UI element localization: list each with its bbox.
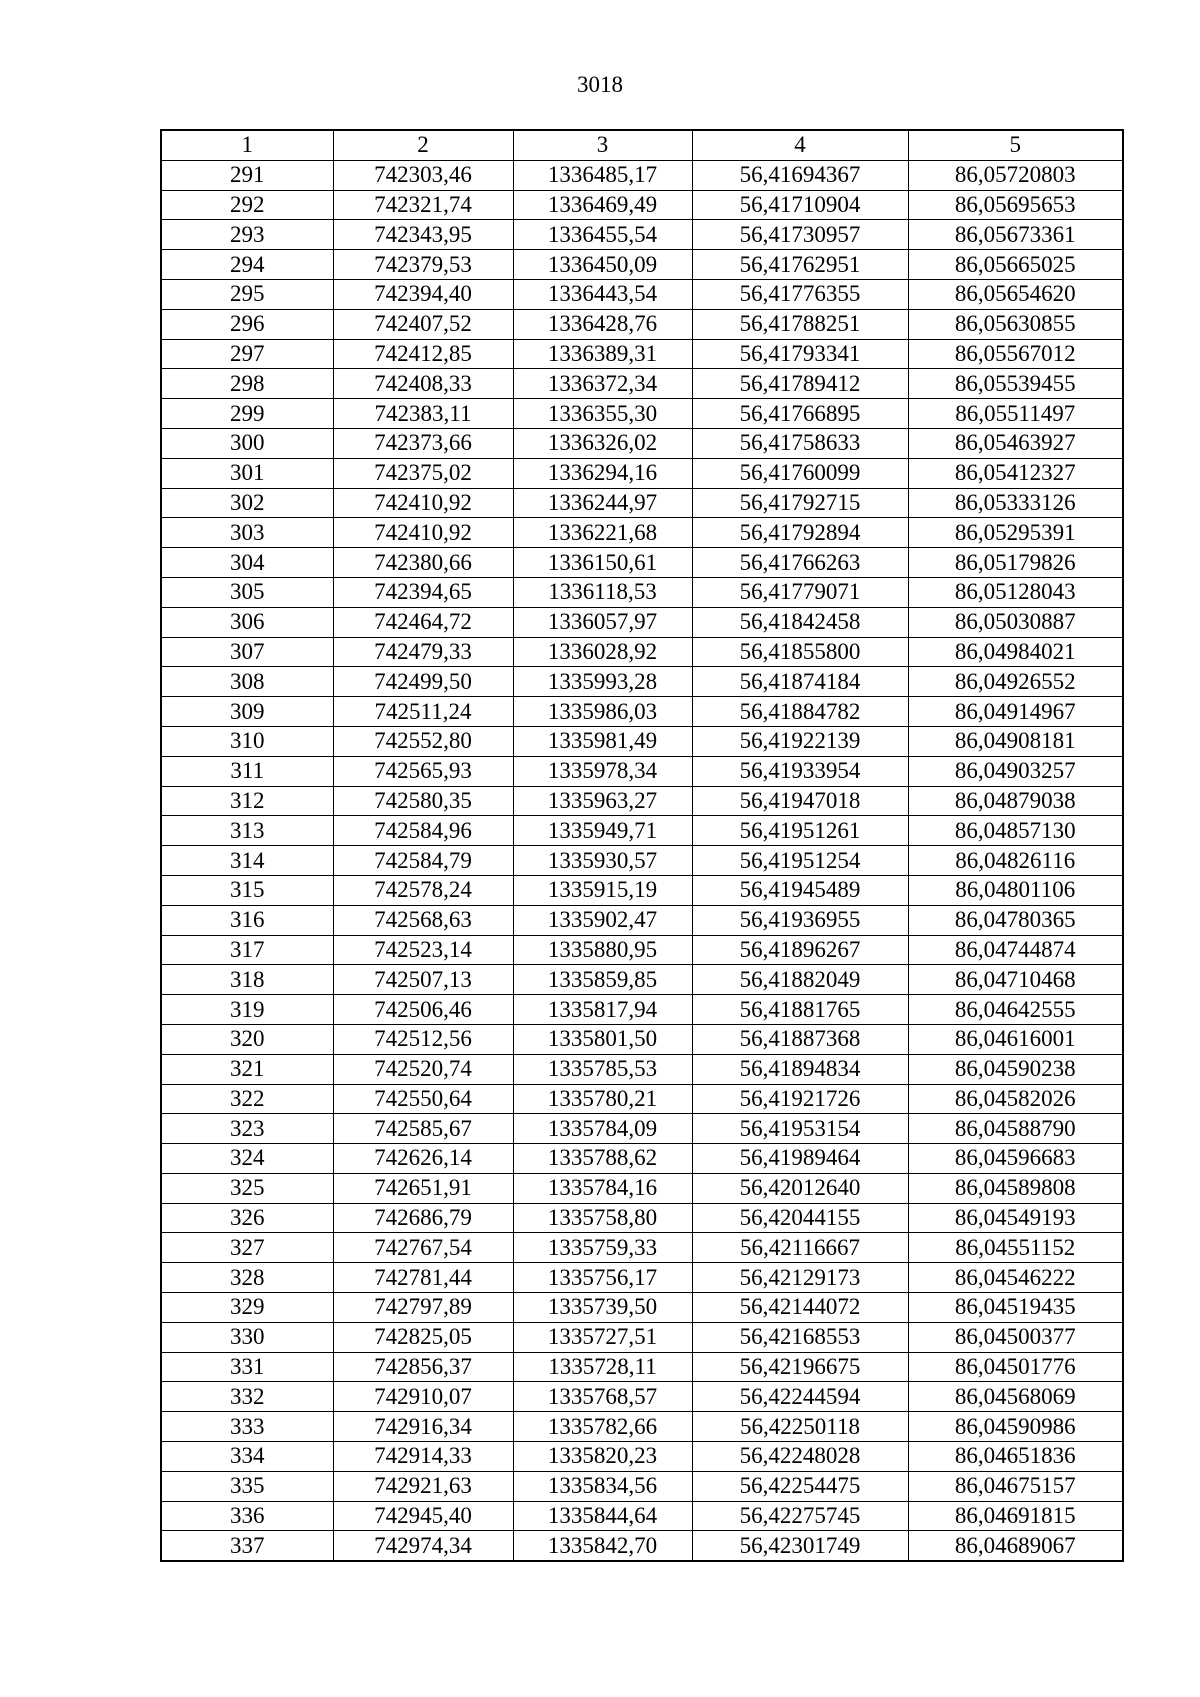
table-cell-col-4: 56,41894834	[692, 1054, 908, 1084]
table-cell-col-5: 86,05673361	[908, 220, 1123, 250]
table-cell-col-4: 56,42275745	[692, 1501, 908, 1531]
table-cell-col-1: 319	[161, 995, 333, 1025]
table-cell-col-1: 318	[161, 965, 333, 995]
table-cell-col-2: 742578,24	[333, 875, 513, 905]
table-cell-col-2: 742686,79	[333, 1203, 513, 1233]
table-row	[161, 607, 1123, 637]
table-cell-col-3: 1336355,30	[513, 399, 692, 429]
table-cell-col-2: 742856,37	[333, 1352, 513, 1382]
table-cell-col-1: 302	[161, 488, 333, 518]
table-cell-col-2: 742375,02	[333, 458, 513, 488]
table-body	[161, 160, 1123, 1561]
table-cell-col-1: 309	[161, 697, 333, 727]
table-cell-col-5: 86,04675157	[908, 1471, 1123, 1501]
table-row	[161, 1501, 1123, 1531]
table-cell-col-1: 322	[161, 1084, 333, 1114]
table-cell-col-3: 1336028,92	[513, 637, 692, 667]
table-cell-col-5: 86,04582026	[908, 1084, 1123, 1114]
table-cell-col-2: 742321,74	[333, 190, 513, 220]
table-cell-col-4: 56,41776355	[692, 279, 908, 309]
table-row	[161, 875, 1123, 905]
table-cell-col-2: 742580,35	[333, 786, 513, 816]
table-row	[161, 369, 1123, 399]
table-cell-col-5: 86,05720803	[908, 160, 1123, 190]
table-cell-col-2: 742412,85	[333, 339, 513, 369]
table-cell-col-5: 86,05295391	[908, 518, 1123, 548]
table-cell-col-3: 1336294,16	[513, 458, 692, 488]
table-cell-col-5: 86,05654620	[908, 279, 1123, 309]
table-cell-col-4: 56,42244594	[692, 1382, 908, 1412]
table-cell-col-4: 56,42129173	[692, 1263, 908, 1293]
table-row	[161, 756, 1123, 786]
table-cell-col-4: 56,42301749	[692, 1531, 908, 1561]
table-cell-col-5: 86,04590986	[908, 1412, 1123, 1442]
table-cell-col-3: 1335785,53	[513, 1054, 692, 1084]
table-cell-col-5: 86,04826116	[908, 846, 1123, 876]
column-header-4: 4	[692, 130, 908, 160]
table-cell-col-3: 1335727,51	[513, 1322, 692, 1352]
table-cell-col-2: 742626,14	[333, 1144, 513, 1174]
table-row	[161, 1442, 1123, 1472]
table-cell-col-5: 86,04914967	[908, 697, 1123, 727]
table-row	[161, 697, 1123, 727]
table-cell-col-4: 56,41792715	[692, 488, 908, 518]
table-row	[161, 726, 1123, 756]
table-cell-col-3: 1336150,61	[513, 548, 692, 578]
table-cell-col-3: 1336118,53	[513, 577, 692, 607]
table-cell-col-4: 56,41842458	[692, 607, 908, 637]
table-row	[161, 518, 1123, 548]
table-cell-col-3: 1336326,02	[513, 428, 692, 458]
table-cell-col-5: 86,05567012	[908, 339, 1123, 369]
table-cell-col-1: 299	[161, 399, 333, 429]
table-cell-col-2: 742565,93	[333, 756, 513, 786]
table-cell-col-4: 56,41881765	[692, 995, 908, 1025]
table-cell-col-2: 742568,63	[333, 905, 513, 935]
table-row	[161, 846, 1123, 876]
table-cell-col-1: 301	[161, 458, 333, 488]
table-cell-col-2: 742410,92	[333, 488, 513, 518]
table-cell-col-5: 86,04926552	[908, 667, 1123, 697]
table-cell-col-1: 312	[161, 786, 333, 816]
table-cell-col-5: 86,04589808	[908, 1173, 1123, 1203]
column-header-2: 2	[333, 130, 513, 160]
table-cell-col-3: 1335756,17	[513, 1263, 692, 1293]
table-cell-col-3: 1335788,62	[513, 1144, 692, 1174]
table-cell-col-1: 294	[161, 250, 333, 280]
table-row	[161, 190, 1123, 220]
table-row	[161, 577, 1123, 607]
table-row	[161, 1531, 1123, 1561]
table-cell-col-3: 1336221,68	[513, 518, 692, 548]
table-cell-col-2: 742343,95	[333, 220, 513, 250]
table-cell-col-1: 295	[161, 279, 333, 309]
table-cell-col-4: 56,41896267	[692, 935, 908, 965]
table-cell-col-5: 86,05630855	[908, 309, 1123, 339]
table-cell-col-2: 742407,52	[333, 309, 513, 339]
table-cell-col-3: 1335902,47	[513, 905, 692, 935]
table-cell-col-4: 56,41947018	[692, 786, 908, 816]
table-cell-col-1: 323	[161, 1114, 333, 1144]
table-cell-col-3: 1335820,23	[513, 1442, 692, 1472]
table-cell-col-3: 1335993,28	[513, 667, 692, 697]
table-cell-col-1: 304	[161, 548, 333, 578]
table-cell-col-4: 56,42250118	[692, 1412, 908, 1442]
table-cell-col-2: 742303,46	[333, 160, 513, 190]
table-cell-col-1: 298	[161, 369, 333, 399]
table-cell-col-4: 56,41855800	[692, 637, 908, 667]
table-cell-col-1: 334	[161, 1442, 333, 1472]
table-cell-col-3: 1335758,80	[513, 1203, 692, 1233]
table-cell-col-1: 293	[161, 220, 333, 250]
table-cell-col-3: 1335842,70	[513, 1531, 692, 1561]
table-row	[161, 1144, 1123, 1174]
table-cell-col-1: 305	[161, 577, 333, 607]
column-header-5: 5	[908, 130, 1123, 160]
table-cell-col-4: 56,42168553	[692, 1322, 908, 1352]
table-cell-col-2: 742511,24	[333, 697, 513, 727]
table-row	[161, 995, 1123, 1025]
table-cell-col-1: 329	[161, 1293, 333, 1323]
table-cell-col-1: 315	[161, 875, 333, 905]
table-row	[161, 1263, 1123, 1293]
table-cell-col-4: 56,41730957	[692, 220, 908, 250]
table-cell-col-2: 742910,07	[333, 1382, 513, 1412]
table-cell-col-4: 56,41779071	[692, 577, 908, 607]
table-cell-col-3: 1335981,49	[513, 726, 692, 756]
table-cell-col-3: 1335817,94	[513, 995, 692, 1025]
table-cell-col-2: 742523,14	[333, 935, 513, 965]
table-cell-col-2: 742825,05	[333, 1322, 513, 1352]
table-cell-col-3: 1335880,95	[513, 935, 692, 965]
table-cell-col-2: 742584,79	[333, 846, 513, 876]
table-cell-col-2: 742585,67	[333, 1114, 513, 1144]
table-cell-col-4: 56,42044155	[692, 1203, 908, 1233]
table-row	[161, 488, 1123, 518]
table-cell-col-3: 1336244,97	[513, 488, 692, 518]
table-row	[161, 548, 1123, 578]
table-cell-col-5: 86,04879038	[908, 786, 1123, 816]
table-cell-col-1: 325	[161, 1173, 333, 1203]
table-cell-col-1: 327	[161, 1233, 333, 1263]
table-row	[161, 1352, 1123, 1382]
table-cell-col-5: 86,04568069	[908, 1382, 1123, 1412]
table-cell-col-1: 317	[161, 935, 333, 965]
table-cell-col-2: 742507,13	[333, 965, 513, 995]
table-cell-col-4: 56,42254475	[692, 1471, 908, 1501]
table-cell-col-3: 1335930,57	[513, 846, 692, 876]
table-cell-col-2: 742921,63	[333, 1471, 513, 1501]
table-cell-col-2: 742394,65	[333, 577, 513, 607]
table-cell-col-4: 56,41936955	[692, 905, 908, 935]
table-cell-col-4: 56,41762951	[692, 250, 908, 280]
table-cell-col-4: 56,42196675	[692, 1352, 908, 1382]
table-row	[161, 1114, 1123, 1144]
table-row	[161, 667, 1123, 697]
table-cell-col-3: 1336485,17	[513, 160, 692, 190]
table-cell-col-2: 742379,53	[333, 250, 513, 280]
table-cell-col-4: 56,41788251	[692, 309, 908, 339]
table-cell-col-4: 56,41921726	[692, 1084, 908, 1114]
table-row	[161, 935, 1123, 965]
table-cell-col-3: 1336450,09	[513, 250, 692, 280]
table-cell-col-5: 86,04546222	[908, 1263, 1123, 1293]
table-cell-col-1: 320	[161, 1024, 333, 1054]
table-row	[161, 458, 1123, 488]
table-cell-col-5: 86,04588790	[908, 1114, 1123, 1144]
coordinates-table	[160, 129, 1124, 1562]
table-cell-col-4: 56,41884782	[692, 697, 908, 727]
table-cell-col-4: 56,41710904	[692, 190, 908, 220]
table-cell-col-4: 56,41882049	[692, 965, 908, 995]
table-cell-col-5: 86,04908181	[908, 726, 1123, 756]
table-cell-col-5: 86,05128043	[908, 577, 1123, 607]
table-cell-col-5: 86,05539455	[908, 369, 1123, 399]
table-row	[161, 339, 1123, 369]
table-cell-col-3: 1335739,50	[513, 1293, 692, 1323]
header-row	[161, 130, 1123, 160]
table-cell-col-1: 328	[161, 1263, 333, 1293]
table-cell-col-3: 1335784,16	[513, 1173, 692, 1203]
table-cell-col-1: 313	[161, 816, 333, 846]
table-cell-col-4: 56,41792894	[692, 518, 908, 548]
table-row	[161, 1203, 1123, 1233]
column-header-3: 3	[513, 130, 692, 160]
table-cell-col-1: 292	[161, 190, 333, 220]
table-cell-col-3: 1335986,03	[513, 697, 692, 727]
table-row	[161, 905, 1123, 935]
table-cell-col-5: 86,04710468	[908, 965, 1123, 995]
table-cell-col-4: 56,41989464	[692, 1144, 908, 1174]
table-cell-col-1: 333	[161, 1412, 333, 1442]
table-cell-col-5: 86,04616001	[908, 1024, 1123, 1054]
table-row	[161, 1471, 1123, 1501]
table-row	[161, 816, 1123, 846]
table-cell-col-2: 742651,91	[333, 1173, 513, 1203]
table-cell-col-5: 86,05463927	[908, 428, 1123, 458]
table-cell-col-4: 56,41694367	[692, 160, 908, 190]
table-cell-col-1: 314	[161, 846, 333, 876]
table-cell-col-2: 742797,89	[333, 1293, 513, 1323]
table-row	[161, 637, 1123, 667]
table-cell-col-4: 56,41945489	[692, 875, 908, 905]
table-cell-col-5: 86,04642555	[908, 995, 1123, 1025]
table-row	[161, 1024, 1123, 1054]
table-cell-col-2: 742394,40	[333, 279, 513, 309]
page-number: 3018	[577, 72, 623, 97]
table-cell-col-3: 1335844,64	[513, 1501, 692, 1531]
table-cell-col-3: 1336057,97	[513, 607, 692, 637]
table-cell-col-4: 56,42012640	[692, 1173, 908, 1203]
table-cell-col-4: 56,41874184	[692, 667, 908, 697]
table-cell-col-5: 86,04501776	[908, 1352, 1123, 1382]
table-row	[161, 965, 1123, 995]
table-row	[161, 1054, 1123, 1084]
table-cell-col-2: 742479,33	[333, 637, 513, 667]
table-cell-col-4: 56,41951254	[692, 846, 908, 876]
table-cell-col-2: 742914,33	[333, 1442, 513, 1472]
table-cell-col-4: 56,42144072	[692, 1293, 908, 1323]
table-cell-col-4: 56,41933954	[692, 756, 908, 786]
table-cell-col-5: 86,04551152	[908, 1233, 1123, 1263]
table-cell-col-4: 56,41953154	[692, 1114, 908, 1144]
table-cell-col-1: 336	[161, 1501, 333, 1531]
table-row	[161, 160, 1123, 190]
table-cell-col-4: 56,42248028	[692, 1442, 908, 1472]
table-row	[161, 399, 1123, 429]
table-row	[161, 1233, 1123, 1263]
table-cell-col-2: 742550,64	[333, 1084, 513, 1114]
table-cell-col-5: 86,05695653	[908, 190, 1123, 220]
table-cell-col-5: 86,04903257	[908, 756, 1123, 786]
table-cell-col-5: 86,04801106	[908, 875, 1123, 905]
table-cell-col-2: 742584,96	[333, 816, 513, 846]
table-cell-col-2: 742512,56	[333, 1024, 513, 1054]
table-cell-col-1: 311	[161, 756, 333, 786]
table-cell-col-5: 86,04651836	[908, 1442, 1123, 1472]
table-cell-col-5: 86,04689067	[908, 1531, 1123, 1561]
table-cell-col-3: 1335978,34	[513, 756, 692, 786]
table-cell-col-1: 303	[161, 518, 333, 548]
table-cell-col-1: 335	[161, 1471, 333, 1501]
table-cell-col-2: 742408,33	[333, 369, 513, 399]
table-cell-col-2: 742506,46	[333, 995, 513, 1025]
table-cell-col-3: 1335859,85	[513, 965, 692, 995]
table-row	[161, 1084, 1123, 1114]
table-cell-col-5: 86,04549193	[908, 1203, 1123, 1233]
table-cell-col-4: 56,41758633	[692, 428, 908, 458]
table-cell-col-5: 86,04744874	[908, 935, 1123, 965]
table-cell-col-5: 86,04857130	[908, 816, 1123, 846]
table-cell-col-2: 742552,80	[333, 726, 513, 756]
table-row	[161, 428, 1123, 458]
table-cell-col-5: 86,05412327	[908, 458, 1123, 488]
table-cell-col-3: 1335782,66	[513, 1412, 692, 1442]
table-cell-col-1: 296	[161, 309, 333, 339]
table-cell-col-5: 86,04590238	[908, 1054, 1123, 1084]
table-cell-col-5: 86,05511497	[908, 399, 1123, 429]
table-cell-col-5: 86,04500377	[908, 1322, 1123, 1352]
table-cell-col-3: 1335915,19	[513, 875, 692, 905]
table-cell-col-3: 1336428,76	[513, 309, 692, 339]
table-cell-col-2: 742373,66	[333, 428, 513, 458]
table-cell-col-4: 56,41887368	[692, 1024, 908, 1054]
table-cell-col-5: 86,05179826	[908, 548, 1123, 578]
table-cell-col-5: 86,04519435	[908, 1293, 1123, 1323]
table-cell-col-2: 742383,11	[333, 399, 513, 429]
table-cell-col-1: 306	[161, 607, 333, 637]
table-cell-col-1: 291	[161, 160, 333, 190]
table-cell-col-4: 56,41766263	[692, 548, 908, 578]
table-cell-col-2: 742499,50	[333, 667, 513, 697]
table-row	[161, 250, 1123, 280]
table-cell-col-1: 330	[161, 1322, 333, 1352]
table-cell-col-5: 86,04984021	[908, 637, 1123, 667]
table-cell-col-2: 742945,40	[333, 1501, 513, 1531]
table-cell-col-5: 86,05030887	[908, 607, 1123, 637]
table-cell-col-1: 324	[161, 1144, 333, 1174]
table-cell-col-1: 316	[161, 905, 333, 935]
table-cell-col-4: 56,42116667	[692, 1233, 908, 1263]
table-cell-col-2: 742520,74	[333, 1054, 513, 1084]
table-cell-col-5: 86,05333126	[908, 488, 1123, 518]
table-cell-col-4: 56,41922139	[692, 726, 908, 756]
table-cell-col-3: 1335949,71	[513, 816, 692, 846]
table-cell-col-3: 1336469,49	[513, 190, 692, 220]
table-cell-col-3: 1335780,21	[513, 1084, 692, 1114]
table-cell-col-3: 1335784,09	[513, 1114, 692, 1144]
table-row	[161, 1173, 1123, 1203]
table-cell-col-1: 297	[161, 339, 333, 369]
table-cell-col-3: 1335834,56	[513, 1471, 692, 1501]
table-cell-col-4: 56,41760099	[692, 458, 908, 488]
table-row	[161, 1382, 1123, 1412]
table-cell-col-1: 300	[161, 428, 333, 458]
table-row	[161, 220, 1123, 250]
table-row	[161, 1412, 1123, 1442]
table-cell-col-3: 1335759,33	[513, 1233, 692, 1263]
table-cell-col-1: 310	[161, 726, 333, 756]
table-cell-col-3: 1336372,34	[513, 369, 692, 399]
table-header	[161, 130, 1123, 160]
table-cell-col-2: 742410,92	[333, 518, 513, 548]
table-cell-col-2: 742464,72	[333, 607, 513, 637]
table-row	[161, 309, 1123, 339]
table-cell-col-4: 56,41793341	[692, 339, 908, 369]
table-row	[161, 1293, 1123, 1323]
table-cell-col-1: 326	[161, 1203, 333, 1233]
table-cell-col-1: 332	[161, 1382, 333, 1412]
table-cell-col-1: 321	[161, 1054, 333, 1084]
table-cell-col-1: 307	[161, 637, 333, 667]
table-cell-col-3: 1336443,54	[513, 279, 692, 309]
table-cell-col-3: 1335728,11	[513, 1352, 692, 1382]
table-cell-col-1: 337	[161, 1531, 333, 1561]
table-cell-col-2: 742916,34	[333, 1412, 513, 1442]
table-cell-col-2: 742767,54	[333, 1233, 513, 1263]
table-cell-col-2: 742380,66	[333, 548, 513, 578]
table-row	[161, 1322, 1123, 1352]
table-cell-col-3: 1335963,27	[513, 786, 692, 816]
table-cell-col-5: 86,04780365	[908, 905, 1123, 935]
table-cell-col-3: 1335801,50	[513, 1024, 692, 1054]
table-cell-col-5: 86,04596683	[908, 1144, 1123, 1174]
table-cell-col-2: 742974,34	[333, 1531, 513, 1561]
table-cell-col-1: 331	[161, 1352, 333, 1382]
table-cell-col-4: 56,41951261	[692, 816, 908, 846]
table-cell-col-4: 56,41766895	[692, 399, 908, 429]
table-cell-col-4: 56,41789412	[692, 369, 908, 399]
table-cell-col-1: 308	[161, 667, 333, 697]
column-header-1: 1	[161, 130, 333, 160]
table-cell-col-2: 742781,44	[333, 1263, 513, 1293]
table-cell-col-3: 1336455,54	[513, 220, 692, 250]
table-cell-col-3: 1336389,31	[513, 339, 692, 369]
table-row	[161, 786, 1123, 816]
table-cell-col-5: 86,05665025	[908, 250, 1123, 280]
table-row	[161, 279, 1123, 309]
table-cell-col-3: 1335768,57	[513, 1382, 692, 1412]
table-cell-col-5: 86,04691815	[908, 1501, 1123, 1531]
